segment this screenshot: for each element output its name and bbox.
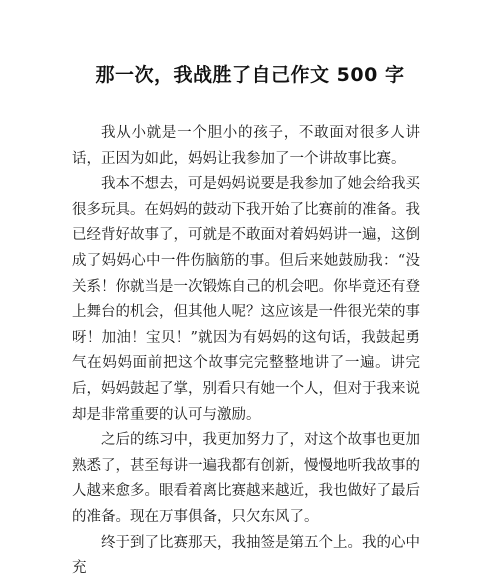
paragraph-4: 终于到了比赛那天，我抽签是第五个上。我的心中充 bbox=[72, 534, 420, 577]
paragraph-2: 我本不想去，可是妈妈说要是我参加了她会给我买很多玩具。在妈妈的鼓动下我开始了比赛前的准备。我已经背好故事了，可就是不敢面对着妈妈讲一遍，这倒成了妈妈心中一件伤脑筋的事。但后来她鼓励我：“没关系！你就当是一次锻炼自己的机会吧。你毕竟还有登上舞台的机会，但其他人呢？这应该是一件很光荣的事呀！加油！宝贝！”就因为有妈妈的这句话，我鼓起勇气在妈妈面前把这个故事完完整整地讲了一遍。讲完后，妈妈鼓起了掌，别看只有她一个人，但对于我来说却是非常重要的认可与激励。 bbox=[72, 176, 420, 423]
document-title: 那一次，我战胜了自己作文 500 字 bbox=[95, 64, 405, 86]
paragraph-1: 我从小就是一个胆小的孩子，不敢面对很多人讲话，正因为如此，妈妈让我参加了一个讲故事比赛。 bbox=[72, 125, 420, 167]
document-body bbox=[72, 121, 420, 582]
paragraph-3: 之后的练习中，我更加努力了，对这个故事也更加熟悉了，甚至每讲一遍我都有创新，慢慢地听我故事的人越来愈多。眼看着离比赛越来越近，我也做好了最后的准备。现在万事俱备，只欠东风了。 bbox=[72, 432, 420, 525]
